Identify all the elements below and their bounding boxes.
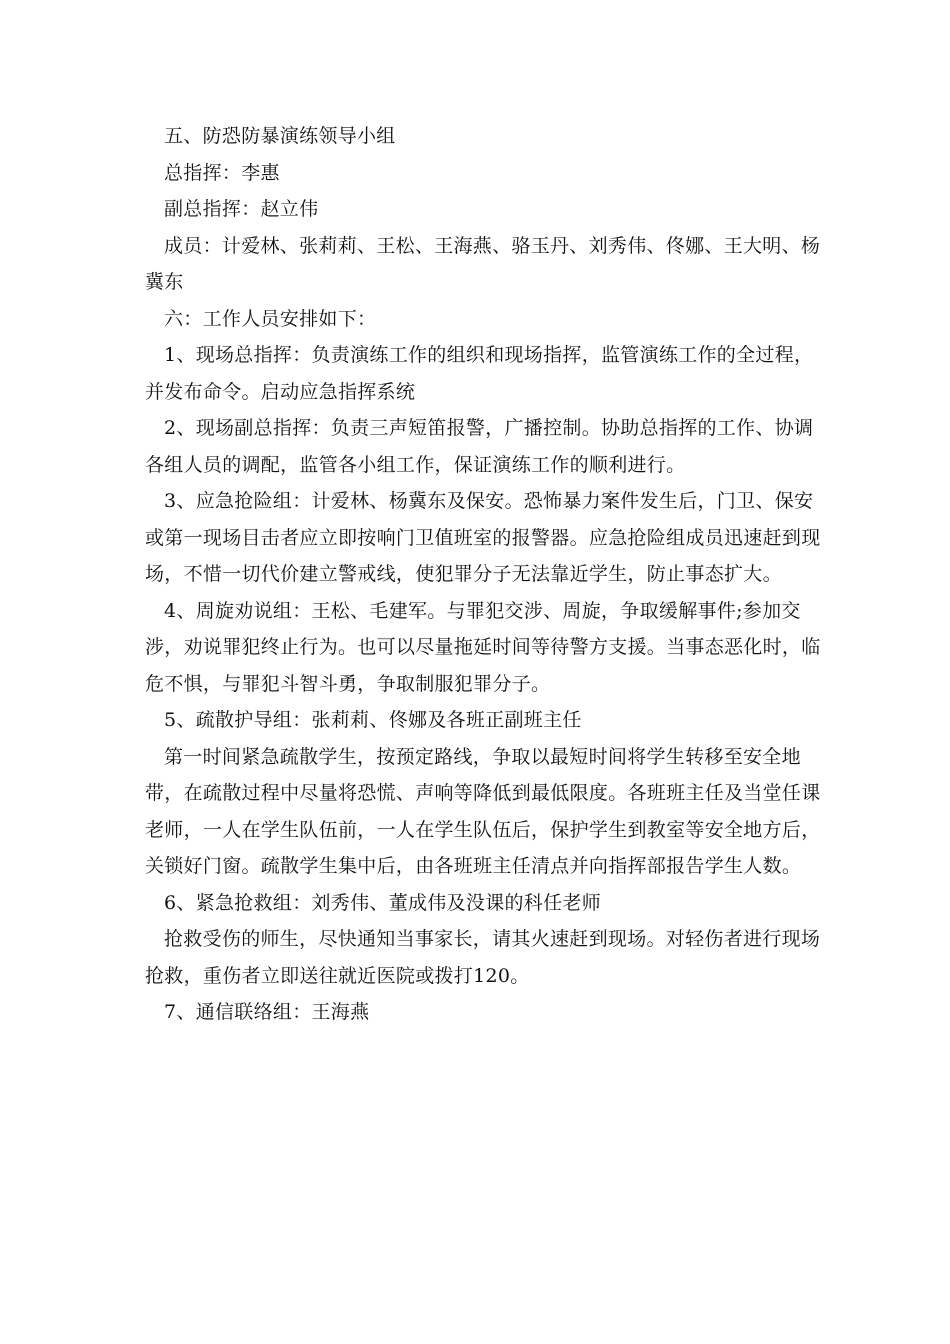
deputy-commander-line: 副总指挥：赵立伟	[164, 198, 319, 220]
item-1-chief-commander: 1、现场总指挥：负责演练工作的组织和现场指挥，监管演练工作的全过程，并发布命令。启动应急指挥系统	[145, 344, 814, 403]
item-6-first-aid-group: 6、紧急抢救组：刘秀伟、董成伟及没课的科任老师	[164, 891, 601, 914]
evacuation-description: 第一时间紧急疏散学生，按预定路线，争取以最短时间将学生转移至安全地带，在疏散过程中尽量将恐慌、声响等降低到最低限度。各班班主任及当堂任课老师，一人在学生队伍前，一人在学生队伍后，保护学生到教室等安全地方后，关锁好门窗。疏散学生集中后，由各班班主任清点并向指挥部报告学生人数。	[145, 745, 821, 877]
item-3-emergency-rescue-group: 3、应急抢险组：计爱林、杨冀东及保安。恐怖暴力案件发生后，门卫、保安或第一现场目击者应立即按响门卫值班室的报警器。应急抢险组成员迅速赶到现场，不惜一切代价建立警戒线，使犯罪分子无法靠近学生，防止事态扩大。	[145, 490, 821, 585]
document-body	[145, 118, 825, 1031]
section-heading-staff: 六：工作人员安排如下：	[164, 307, 377, 330]
members-paragraph: 成员：计爱林、张莉莉、王松、王海燕、骆玉丹、刘秀伟、佟娜、王大明、杨冀东	[145, 234, 821, 293]
first-aid-description: 抢救受伤的师生，尽快通知当事家长，请其火速赶到现场。对轻伤者进行现场抢救，重伤者立即送往就近医院或拨打120。	[145, 928, 821, 987]
item-4-negotiation-group: 4、周旋劝说组：王松、毛建军。与罪犯交涉、周旋，争取缓解事件;参加交涉，劝说罪犯终止行为。也可以尽量拖延时间等待警方支援。当事态恶化时，临危不惧，与罪犯斗智斗勇，争取制服犯罪分子。	[145, 599, 821, 695]
section-heading-leadership: 五、防恐防暴演练领导小组	[164, 125, 396, 147]
item-5-evacuation-group: 5、疏散护导组：张莉莉、佟娜及各班正副班主任	[164, 709, 582, 731]
commander-line: 总指挥：李惠	[164, 161, 280, 184]
item-2-deputy-commander: 2、现场副总指挥：负责三声短笛报警，广播控制。协助总指挥的工作、协调各组人员的调配，监管各小组工作，保证演练工作的顺利进行。	[145, 417, 814, 476]
item-7-communication-group: 7、通信联络组：王海燕	[164, 1001, 370, 1023]
